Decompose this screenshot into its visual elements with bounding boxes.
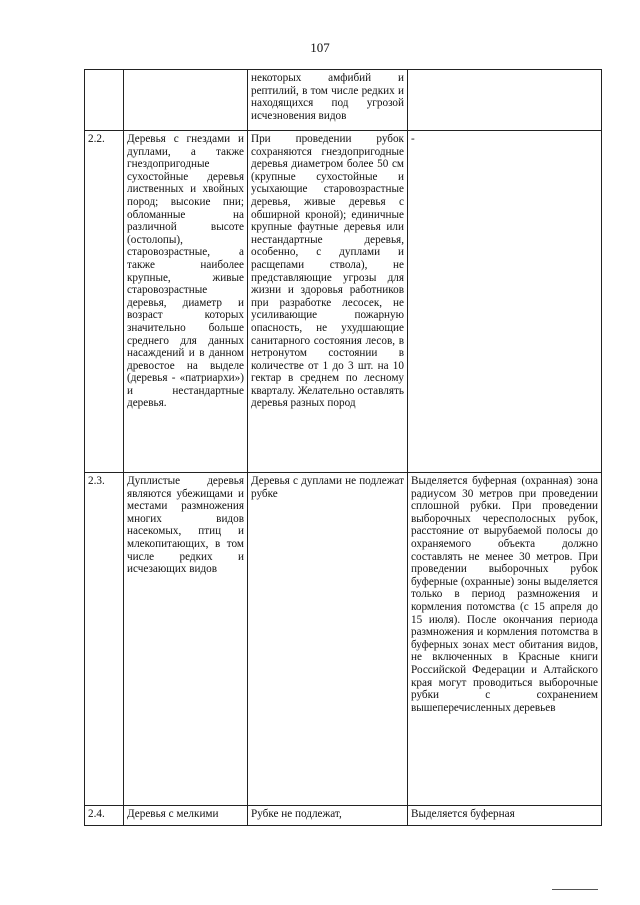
protection-measure: При проведении рубок сохраняются гнездопригодные деревья диаметром более 50 см (крупные сухостойные и усыхающие старовозрастные деревья, живые деревья с обширной кроной); единичные крупные фаутные деревья или нестандартные деревья, особенно, с дуплами и расщепами ствола), не представляющие угрозы для жизни и здоровья работников при разработке лесосек, не усиливающие пожарную опасность, не ухудшающие санитарного состояния лесов, в нетронутом состоянии в количестве от 1 до 3 шт. на 10 гектар в среднем по лесному кварталу. Желательно оставлять деревья разных пород [248, 131, 408, 473]
row-number: 2.4. [85, 806, 124, 826]
protection-measure: некоторых амфибий и рептилий, в том числе редких и находящихся под угрозой исчезновения видов [248, 70, 408, 131]
table-row [85, 473, 602, 806]
object-description [124, 70, 248, 131]
row-number [85, 70, 124, 131]
row-number: 2.3. [85, 473, 124, 806]
signature-line [552, 889, 598, 890]
protection-measure: Рубке не подлежат, [248, 806, 408, 826]
row-number: 2.2. [85, 131, 124, 473]
page-number: 107 [310, 40, 330, 55]
object-description: Деревья с мелкими [124, 806, 248, 826]
table-row [85, 70, 602, 131]
table-row [85, 806, 602, 826]
buffer-zone-note: Выделяется буферная [408, 806, 602, 826]
buffer-zone-note: - [408, 131, 602, 473]
object-description: Деревья с гнездами и дуплами, а также гнездопригодные сухостойные деревья лиственных и хвойных пород; высокие пни; обломанные на различной высоте (остолопы), старовозрастные, а также наиболее крупные, живые старовозрастные деревья, диаметр и возраст которых значительно больше среднего для данных насаждений и в данном древостое на выделе (деревья - «патриархи») и нестандартные деревья. [124, 131, 248, 473]
buffer-zone-note: Выделяется буферная (охранная) зона радиусом 30 метров при проведении сплошной рубки. При проведении выборочных чересполосных рубок, расстояние от вырубаемой полосы до охраняемого объекта должно составлять не менее 30 метров. При проведении выборочных рубок буферные (охранные) зоны выделяется только в период размножения и кормления потомства (с 15 апреля до 15 июля). После окончания периода размножения и кормления потомства в буферных зонах мест обитания видов, не включенных в Красные книги Российской Федерации и Алтайского края могут проводиться выборочные рубки с сохранением вышеперечисленных деревьев [408, 473, 602, 806]
object-description: Дуплистые деревья являются убежищами и местами размножения многих видов насекомых, птиц и млекопитающих, в том числе редких и исчезающих видов [124, 473, 248, 806]
protection-measure: Деревья с дуплами не подлежат рубке [248, 473, 408, 806]
buffer-zone-note [408, 70, 602, 131]
document-table [84, 69, 602, 826]
table-row [85, 131, 602, 473]
